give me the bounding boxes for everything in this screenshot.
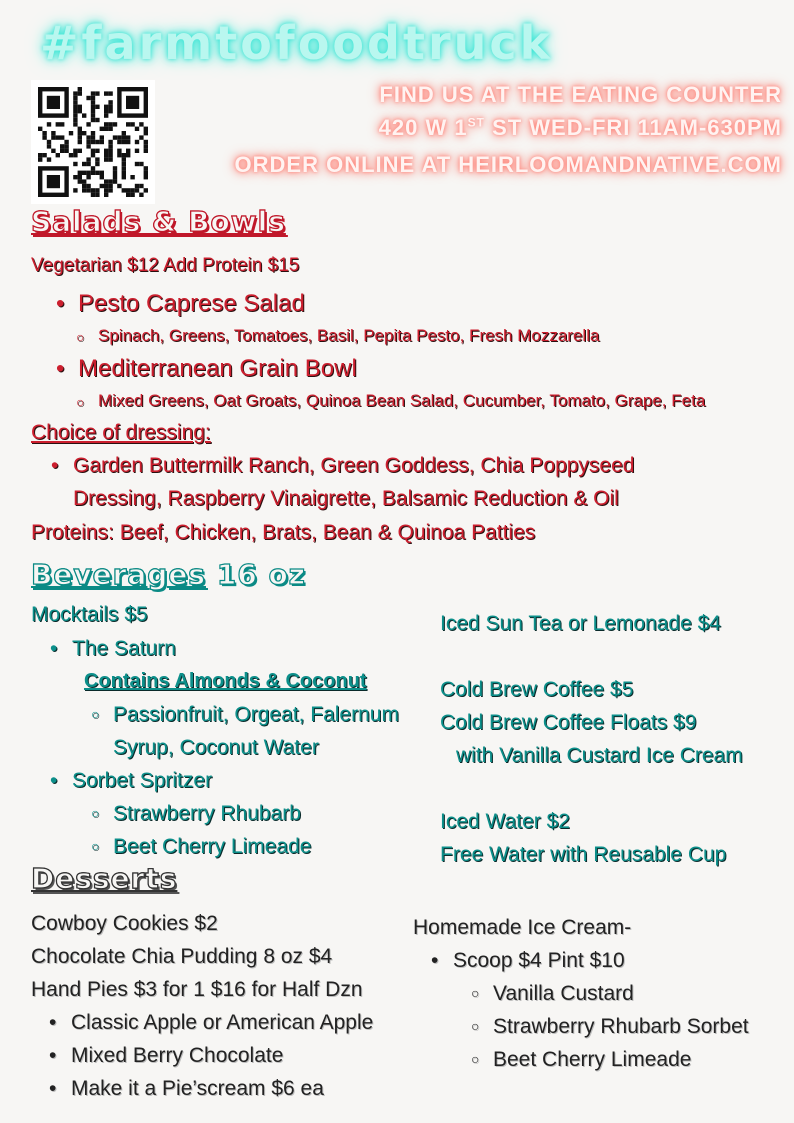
ice-cream-flavor: ○ Vanilla Custard	[493, 982, 634, 1006]
mocktails-label: Mocktails $5	[31, 603, 148, 626]
address-text: 420 W 1	[378, 115, 468, 140]
cookies-item: Cowboy Cookies $2	[31, 912, 218, 935]
tea-lemonade: Iced Sun Tea or Lemonade $4	[440, 612, 721, 635]
scoop-pint: • Scoop $4 Pint $10	[453, 949, 625, 973]
address-hours-line	[379, 115, 782, 141]
desserts-heading: Desserts	[31, 862, 178, 895]
spritzer-flavor: ○ Beet Cherry Limeade	[113, 835, 311, 859]
menu-item-desc: ○ Spinach, Greens, Tomatoes, Basil, Pepita Pesto, Fresh Mozzarella	[98, 326, 599, 346]
pie-option: • Mixed Berry Chocolate	[71, 1044, 283, 1068]
dressing-label: Choice of dressing:	[31, 421, 211, 444]
menu-item-pesto-caprese: • Pesto Caprese Salad	[78, 290, 305, 318]
dressing-list-cont: Dressing, Raspberry Vinaigrette, Balsamic Reduction & Oil	[73, 487, 619, 510]
cold-brew: Cold Brew Coffee $5	[440, 678, 634, 701]
cold-brew-floats: Cold Brew Coffee Floats $9	[440, 711, 697, 734]
beverages-size: 16 oz	[205, 558, 306, 591]
qr-code-icon	[31, 80, 155, 204]
qr-code[interactable]	[31, 80, 155, 204]
ice-cream-label: Homemade Ice Cream-	[413, 916, 632, 939]
hand-pies-item: Hand Pies $3 for 1 $16 for Half Dzn	[31, 978, 363, 1001]
free-water: Free Water with Reusable Cup	[440, 843, 727, 866]
pie-option: • Make it a Pie’scream $6 ea	[71, 1077, 324, 1101]
hours-text: ST WED-FRI 11AM-630PM	[484, 115, 782, 140]
salads-heading: Salads & Bowls	[31, 205, 286, 238]
mocktail-spritzer: • Sorbet Spritzer	[72, 769, 212, 793]
pudding-item: Chocolate Chia Pudding 8 oz $4	[31, 945, 333, 968]
pie-option: • Classic Apple or American Apple	[71, 1011, 373, 1035]
ice-cream-flavor: ○ Beet Cherry Limeade	[493, 1048, 691, 1072]
page-title: #farmtofoodtruck	[40, 16, 554, 70]
beverages-heading: Beverages	[31, 558, 206, 591]
ordinal-suffix: ST	[467, 115, 485, 130]
spritzer-flavor: ○ Strawberry Rhubarb	[113, 802, 301, 826]
order-online-link[interactable]: ORDER ONLINE AT HEIRLOOMANDNATIVE.COM	[234, 152, 782, 177]
location-line: FIND US AT THE EATING COUNTER	[379, 82, 782, 107]
menu-item-desc: ○ Mixed Greens, Oat Groats, Quinoa Bean Salad, Cucumber, Tomato, Grape, Feta	[98, 391, 705, 411]
dressing-list: • Garden Buttermilk Ranch, Green Goddess, Chia Poppyseed	[73, 454, 634, 478]
allergen-note: Contains Almonds & Coconut	[84, 670, 367, 692]
beverages-heading-row	[31, 558, 306, 591]
saturn-ingredients: ○ Passionfruit, Orgeat, Falernum	[113, 703, 399, 727]
iced-water: Iced Water $2	[440, 810, 570, 833]
ice-cream-flavor: ○ Strawberry Rhubarb Sorbet	[493, 1015, 749, 1039]
mocktail-saturn: • The Saturn	[72, 637, 176, 661]
proteins-line: Proteins: Beef, Chicken, Brats, Bean & Quinoa Patties	[31, 521, 536, 544]
menu-item-grain-bowl: • Mediterranean Grain Bowl	[78, 355, 357, 383]
saturn-ingredients-cont: Syrup, Coconut Water	[113, 736, 319, 759]
salads-price: Vegetarian $12 Add Protein $15	[31, 255, 300, 276]
floats-note: with Vanilla Custard Ice Cream	[456, 744, 743, 767]
